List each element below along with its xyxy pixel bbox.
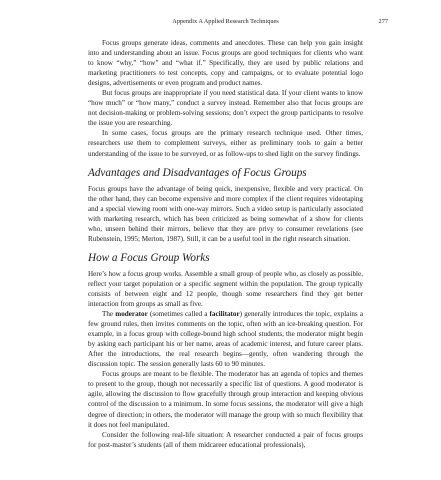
text-run: ) generally introduces the topic, explains a few ground rules, then invites comments on the topic, often with an ice-breaking question. For example, in a focus group with college-bound high school students, the moderator might begin by asking each participant his or her name, areas of academic interest, and future career plans. After the introductions, the real research begins—gently, often wandering through the discussion topic. The session generally lasts 60 to 90 minutes. bbox=[88, 310, 364, 369]
running-header bbox=[88, 17, 388, 27]
intro-paragraph-3: In some cases, focus groups are the primary research technique used. Other times, researchers use them to complement surveys, either as preliminary tools to gain a better understanding of the issue to be surveyed, or as follow-ups to shed light on the survey findings. bbox=[88, 129, 363, 158]
intro-paragraph-2: But focus groups are inappropriate if you need statistical data. If your client wants to know “how much” or “how many,” conduct a survey instead. Remember also that focus groups are not decision-making or problem-solving sessions; don’t expect the group participants to resolve the issue you are researching. bbox=[88, 89, 363, 128]
section-heading-advantages: Advantages and Disadvantages of Focus Groups bbox=[88, 166, 307, 179]
advantages-paragraph: Focus groups have the advantage of being quick, inexpensive, flexible and very practical. On the other hand, they can become expensive and more complex if the client requires videotaping and a special viewing room with one-way mirrors. Such a video setup is particularly associated with marketing research, which has been criticized as being somewhat of a show for clients who, unseen behind their mirrors, believe that they are privy to consumer revelations (see Rubenstein, 1995; Merton, 1987). Still, it can be a useful tool in the right research situation. bbox=[88, 184, 363, 243]
text-run: The bbox=[102, 310, 116, 319]
how-paragraph-3: Focus groups are meant to be flexible. The moderator has an agenda of topics and themes to present to the group, though not necessarily a specific list of questions. A good moderator is agile, allowing the discussion to flow gracefully through group interaction and keeping obvious control of the discussion to a minimum. In some focus sessions, the moderator will give a high degree of direction; in others, the moderator will manage the group with so much flexibility that it does not feel manipulated. bbox=[88, 370, 363, 429]
page-number: 277 bbox=[378, 18, 388, 25]
how-paragraph-4: Consider the following real-life situation: A researcher conducted a pair of focus groups for post-master’s students (all of them midcareer educational professionals), bbox=[88, 430, 363, 449]
how-paragraph-1: Here’s how a focus group works. Assemble a small group of people who, as closely as possible, reflect your target population or a specific segment within the population. The group typically consists of between eight and 12 people, though some researchers find they get better interaction from groups as small as five. bbox=[88, 269, 363, 308]
term-facilitator: facilitator bbox=[209, 310, 240, 319]
running-head-title: Appendix A Applied Research Techniques bbox=[172, 18, 279, 25]
term-moderator: moderator bbox=[115, 310, 148, 319]
section-heading-how-it-works: How a Focus Group Works bbox=[88, 251, 210, 264]
intro-paragraph-1: Focus groups generate ideas, comments and anecdotes. These can help you gain insight into and understanding about an issue. Focus groups are good techniques for clients who want to know “why,” “how” and “what if.” Specifically, they are used by public relations and marketing practitioners to test concepts, copy and campaigns, or to evaluate potential logo designs, advertisements or even program and product names. bbox=[88, 39, 363, 88]
text-run: (sometimes called a bbox=[147, 310, 210, 319]
page-body bbox=[88, 38, 363, 450]
how-paragraph-2 bbox=[88, 309, 363, 369]
